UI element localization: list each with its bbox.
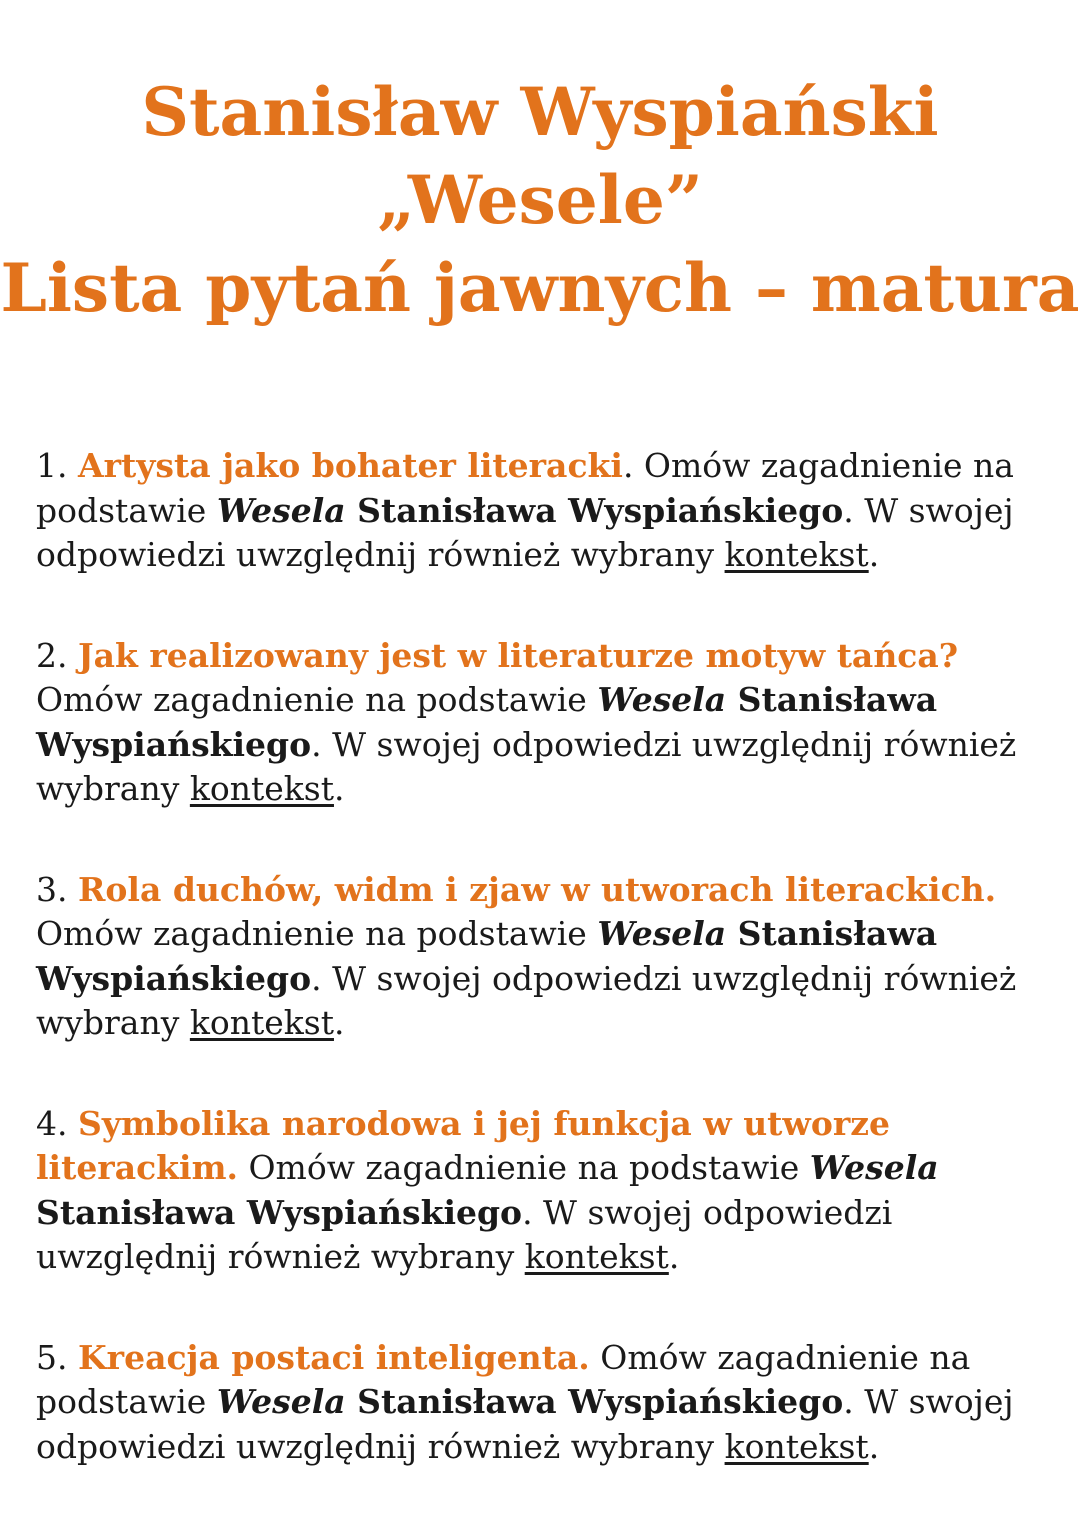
question-author: Stanisława Wyspiańskiego bbox=[36, 680, 938, 764]
question-author: Stanisława Wyspiańskiego bbox=[345, 490, 844, 530]
question-context-link: kontekst bbox=[724, 1426, 869, 1466]
question-book-title: Wesela bbox=[597, 680, 727, 719]
question-instruction-rest: . W swojej odpowiedzi uwzględnij również wybrany bbox=[36, 958, 1017, 1042]
question-instruction: Omów zagadnienie na podstawie bbox=[36, 446, 1014, 530]
question-instruction-rest: . W swojej odpowiedzi uwzględnij również wybrany bbox=[36, 490, 1014, 574]
question-topic: Jak realizowany jest w literaturze motyw tańca? bbox=[78, 635, 959, 675]
question-item-4 bbox=[36, 1102, 1066, 1280]
question-end: . bbox=[668, 1237, 680, 1276]
question-book-title: Wesela bbox=[809, 1148, 939, 1187]
title-subtitle: Lista pytań jawnych – matura bbox=[0, 249, 1080, 327]
question-instruction-rest: . W swojej odpowiedzi uwzględnij również wybrany bbox=[36, 1382, 1014, 1466]
question-instruction: Omów zagadnienie na podstawie bbox=[237, 1148, 810, 1187]
question-instruction-rest: . W swojej odpowiedzi uwzględnij również wybrany bbox=[36, 1192, 893, 1276]
question-context-link: kontekst bbox=[524, 1237, 669, 1276]
question-book-title: Wesela bbox=[216, 490, 346, 530]
question-end: . bbox=[333, 769, 345, 808]
question-item-2 bbox=[36, 634, 1066, 812]
question-context-link: kontekst bbox=[189, 769, 334, 808]
question-author: Stanisława Wyspiańskiego bbox=[36, 1192, 523, 1232]
question-topic: Symbolika narodowa i jej funkcja w utworze literackim. bbox=[36, 1103, 890, 1187]
question-topic: Kreacja postaci inteligenta. bbox=[78, 1337, 590, 1377]
question-topic-tail: . bbox=[622, 446, 634, 485]
question-topic: Artysta jako bohater literacki bbox=[78, 446, 623, 485]
question-item-5 bbox=[36, 1336, 1066, 1470]
question-book-title: Wesela bbox=[216, 1382, 346, 1421]
question-book-title: Wesela bbox=[597, 914, 727, 953]
question-instruction: Omów zagadnienie na podstawie bbox=[36, 914, 598, 953]
question-topic: Rola duchów, widm i zjaw w utworach literackich. bbox=[78, 869, 997, 909]
question-end: . bbox=[868, 1426, 880, 1466]
question-list bbox=[36, 444, 1066, 1525]
question-end: . bbox=[868, 535, 880, 574]
question-author: Stanisława Wyspiańskiego bbox=[36, 914, 938, 998]
question-number: 2. bbox=[36, 635, 68, 675]
question-end: . bbox=[333, 1003, 345, 1042]
question-context-link: kontekst bbox=[724, 535, 869, 574]
question-author: Stanisława Wyspiańskiego bbox=[345, 1382, 844, 1421]
question-number: 4. bbox=[36, 1103, 68, 1143]
question-context-link: kontekst bbox=[189, 1003, 334, 1042]
question-number: 1. bbox=[36, 446, 68, 485]
question-number: 3. bbox=[36, 869, 68, 909]
title-author: Stanisław Wyspiański bbox=[141, 73, 939, 151]
question-number: 5. bbox=[36, 1337, 68, 1377]
question-item-1 bbox=[36, 444, 1066, 578]
title-work: „Wesele” bbox=[377, 161, 703, 239]
page-title bbox=[0, 68, 1080, 332]
question-item-3 bbox=[36, 868, 1066, 1046]
question-instruction: Omów zagadnienie na podstawie bbox=[36, 680, 598, 719]
question-instruction: Omów zagadnienie na podstawie bbox=[36, 1337, 971, 1421]
question-instruction-rest: . W swojej odpowiedzi uwzględnij również wybrany bbox=[36, 724, 1017, 808]
